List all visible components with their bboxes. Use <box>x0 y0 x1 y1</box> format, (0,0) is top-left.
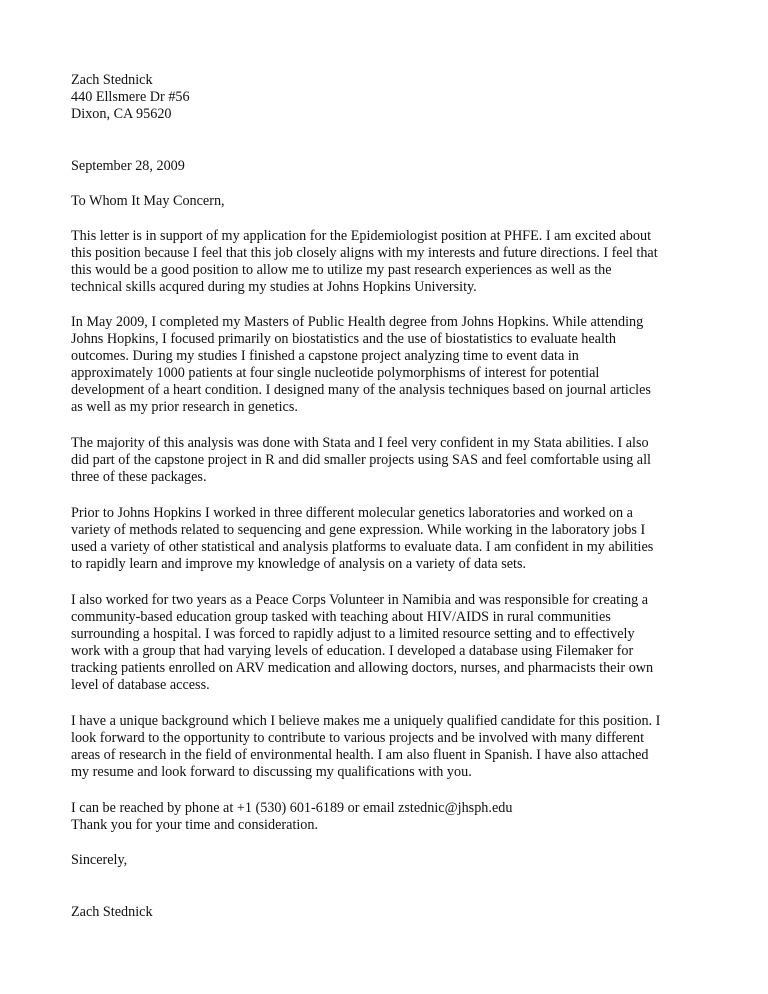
sender-name: Zach Stednick <box>71 72 153 88</box>
signature-name: Zach Stednick <box>71 904 153 920</box>
paragraph-1-line: This letter is in support of my application for the Epidemiologist position at PHFE. I am excited about <box>71 228 652 244</box>
paragraph-4-line: to rapidly learn and improve my knowledge of analysis on a variety of data sets. <box>71 556 527 572</box>
paragraph-2-line: approximately 1000 patients at four single nucleotide polymorphisms of interest for potential <box>71 365 600 381</box>
paragraph-1-line: this position because I feel that this job closely aligns with my interests and future directions. I feel that <box>71 245 658 261</box>
paragraph-2-line: Johns Hopkins, I focused primarily on biostatistics and the use of biostatistics to evaluate health <box>71 331 616 347</box>
contact-line: I can be reached by phone at +1 (530) 601-6189 or email zstednic@jhsph.edu <box>71 800 513 816</box>
paragraph-5-line: work with a group that had varying levels of education. I developed a database using Filemaker for <box>71 643 634 659</box>
paragraph-5-line: tracking patients enrolled on ARV medication and allowing doctors, nurses, and pharmacists their own <box>71 660 654 676</box>
salutation: To Whom It May Concern, <box>71 193 225 209</box>
sender-street: 440 Ellsmere Dr #56 <box>71 89 190 105</box>
paragraph-1-line: technical skills acqured during my studies at Johns Hopkins University. <box>71 279 477 295</box>
paragraph-4-line: Prior to Johns Hopkins I worked in three different molecular genetics laboratories and worked on a <box>71 505 633 521</box>
paragraph-4-line: used a variety of other statistical and analysis platforms to evaluate data. I am confident in my abilities <box>71 539 654 555</box>
paragraph-6-line: I have a unique background which I believe makes me a uniquely qualified candidate for this position. I <box>71 713 661 729</box>
paragraph-4-line: variety of methods related to sequencing and gene expression. While working in the laboratory jobs I <box>71 522 646 538</box>
sender-city: Dixon, CA 95620 <box>71 106 172 122</box>
paragraph-5-line: I also worked for two years as a Peace Corps Volunteer in Namibia and was responsible for creating a <box>71 592 649 608</box>
paragraph-6-line: look forward to the opportunity to contribute to various projects and be involved with many different <box>71 730 645 746</box>
paragraph-5-line: community-based education group tasked with teaching about HIV/AIDS in rural communities <box>71 609 611 625</box>
paragraph-2-line: as well as my prior research in genetics. <box>71 399 298 415</box>
paragraph-3-line: did part of the capstone project in R and did smaller projects using SAS and feel comfortable using all <box>71 452 651 468</box>
closing: Sincerely, <box>71 852 128 868</box>
paragraph-1-line: this would be a good position to allow me to utilize my past research experiences as well as the <box>71 262 612 278</box>
paragraph-5-line: surrounding a hospital. I was forced to rapidly adjust to a limited resource setting and to effectively <box>71 626 635 642</box>
paragraph-6-line: my resume and look forward to discussing my qualifications with you. <box>71 764 472 780</box>
paragraph-2-line: development of a heart condition. I designed many of the analysis techniques based on journal articles <box>71 382 651 398</box>
paragraph-3-line: The majority of this analysis was done with Stata and I feel very confident in my Stata abilities. I also <box>71 435 649 451</box>
letter-date: September 28, 2009 <box>71 158 185 174</box>
paragraph-2-line: In May 2009, I completed my Masters of Public Health degree from Johns Hopkins. While attending <box>71 314 644 330</box>
paragraph-2-line: outcomes. During my studies I finished a capstone project analyzing time to event data in <box>71 348 579 364</box>
paragraph-5-line: level of database access. <box>71 677 210 693</box>
paragraph-3-line: three of these packages. <box>71 469 207 485</box>
thanks-line: Thank you for your time and consideration. <box>71 817 319 833</box>
paragraph-6-line: areas of research in the field of environmental health. I am also fluent in Spanish. I have also attached <box>71 747 649 763</box>
